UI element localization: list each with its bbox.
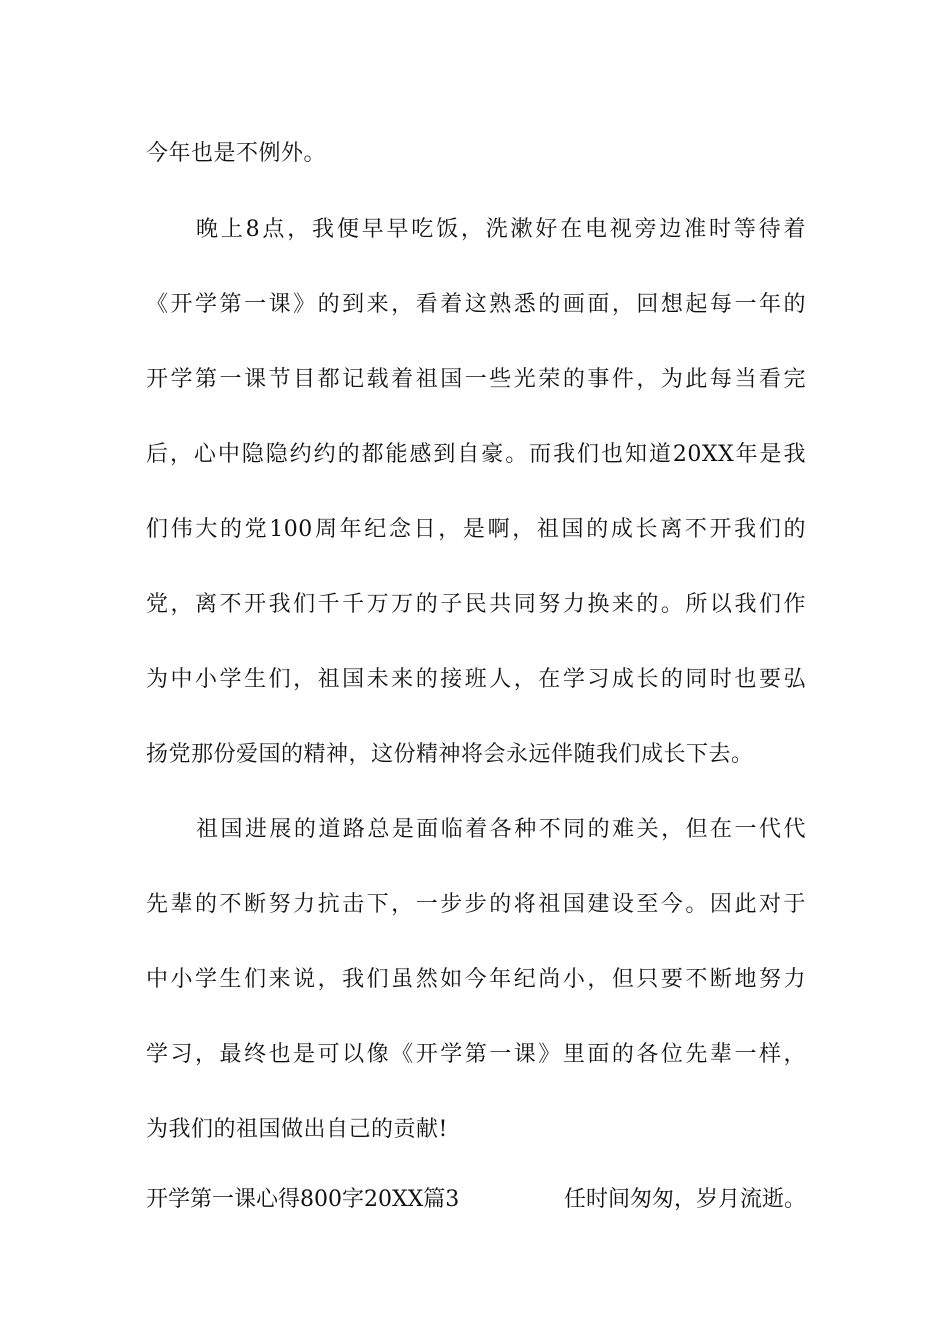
paragraph-line: 先辈的不断努力抗击下，一步步的将祖国建设至今。因此对于: [146, 892, 806, 917]
paragraph-line: 们伟大的党100周年纪念日，是啊，祖国的成长离不开我们的: [146, 517, 806, 542]
heading-title: 开学第一课心得800字20XX篇3: [146, 1187, 460, 1212]
paragraph-line: 晚上8点，我便早早吃饭，洗漱好在电视旁边准时等待着: [196, 217, 806, 242]
paragraph-line: 为我们的祖国做出自己的贡献!: [146, 1117, 448, 1142]
paragraph-line: 《开学第一课》的到来，看着这熟悉的画面，回想起每一年的: [146, 292, 806, 317]
paragraph-line: 扬党那份爱国的精神，这份精神将会永远伴随我们成长下去。: [146, 742, 754, 767]
paragraph-line: 今年也是不例外。: [146, 141, 327, 166]
paragraph-line: 后，心中隐隐约约的都能感到自豪。而我们也知道20XX年是我: [146, 442, 806, 467]
paragraph-line: 祖国进展的道路总是面临着各种不同的难关，但在一代代: [196, 817, 806, 842]
paragraph-line: 开学第一课节目都记载着祖国一些光荣的事件，为此每当看完: [146, 367, 806, 392]
section-heading: [146, 1180, 806, 1220]
paragraph-line: 党，离不开我们千千万万的子民共同努力换来的。所以我们作: [146, 592, 806, 617]
paragraph-line: 学习，最终也是可以像《开学第一课》里面的各位先辈一样，: [146, 1042, 806, 1067]
heading-tail-text: 任时间匆匆，岁月流逝。: [563, 1187, 806, 1212]
paragraph-line: 中小学生们来说，我们虽然如今年纪尚小，但只要不断地努力: [146, 967, 806, 992]
paragraph-line: 为中小学生们，祖国未来的接班人，在学习成长的同时也要弘: [146, 667, 806, 692]
